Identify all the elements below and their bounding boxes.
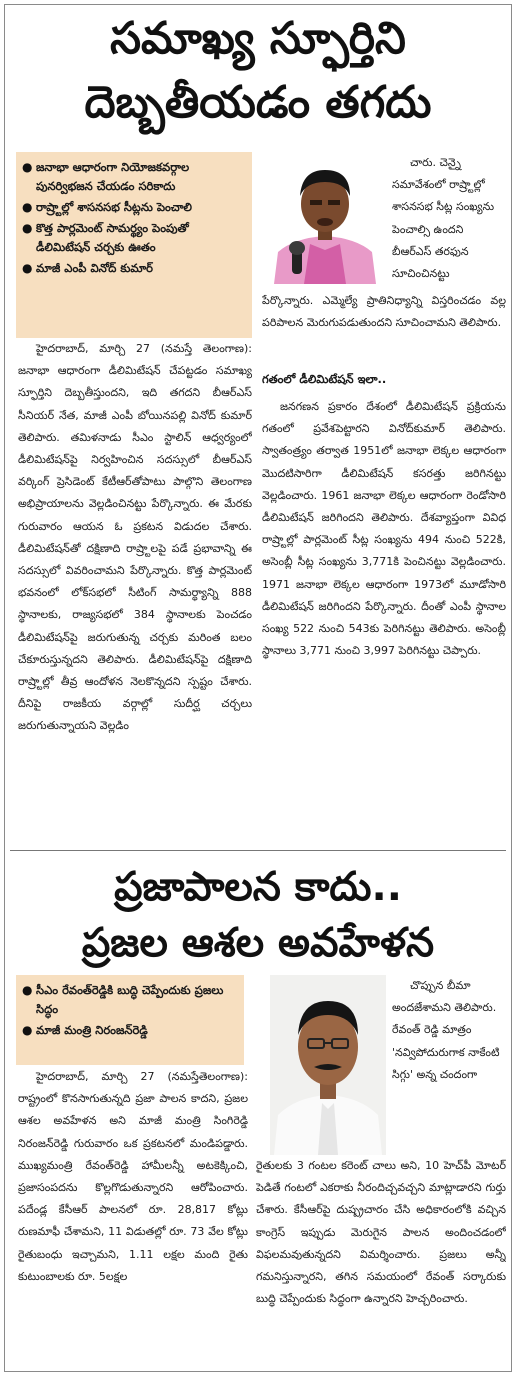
bullet-icon: ● xyxy=(22,200,33,214)
article1-body-right-mid: పేర్కొన్నారు. ఎమ్మెల్యే ప్రాతినిధ్యాన్ని విస్తరించడం వల్ల పరిపాలన మెరుగుపడుతుందని సూచించామని తెలిపారు. xyxy=(262,294,506,330)
highlight-item: ● జనాభా ఆధారంగా నియోజకవర్గాల పునర్విభజన చేయడం సరికాదు xyxy=(22,160,190,193)
highlight-item: ● సీఎం రేవంత్‌రెడ్డికి బుద్ధి చెప్పేందుకు ప్రజలు సిద్ధం xyxy=(22,983,224,1016)
article1-headline-line2: దెబ్బతీయడం తగదు xyxy=(84,77,432,128)
bullet-icon: ● xyxy=(22,1023,33,1037)
article2-headline-line1: ప్రజాపాలన కాదు.. xyxy=(114,864,402,910)
article1-headline-line1: సమాఖ్య స్ఫూర్తిని xyxy=(110,13,406,64)
vinod-kumar-photo xyxy=(264,152,386,284)
article1-body-right-bottom: జనగణన ప్రకారం దేశంలో డీలిమిటేషన్ ప్రక్రియను గతంలో ప్రవేశపెట్టారని వినోద్‌కుమార్ తెలిపారు. స్వాతంత్ర్యం తర్వాత 1951లో జనాభా లెక్కల ఆధారంగా మొదటిసారిగా డీలిమిటేషన్ కసరత్తు జరిగినట్టు వెల్లడించారు. 1961 జనాభా లెక్కల ఆధారంగా రెండోసారి డీలిమిటేషన్ జరిగిందని తెలిపారు. దేశవ్యాప్తంగా వివిధ రాష్ర్టాల్లో పార్లమెంట్ సీట్ల సంఖ్యను 494 నుంచి 522కి, అసెంబ్లీ సీట్ల సంఖ్యను 3,771కి పెంచినట్టు వెల్లడించారు. 1971 జనాభా లెక్కల ఆధారంగా 1973లో మూడోసారి డీలిమిటేషన్ జరిగిందని పేర్కొన్నారు. దీంతో ఎంపీ స్థానాల సంఖ్య 522 నుంచి 543కు పెరిగినట్టు తెలిపారు. అసెంబ్లీ స్థానాలు 3,771 నుంచి 3,997 పెరిగినట్టు చెప్పారు. xyxy=(262,400,506,658)
article1-body-left: హైదరాబాద్, మార్చి 27 (నమస్తే తెలంగాణ): జనాభా ఆధారంగా డీలిమిటేషన్ చేపట్టడం సమాఖ్య స్ఫూర్తిని దెబ్బతీస్తుందని, ఇది తగదని బీఆర్ఎస్ సీనియర్ నేత, మాజీ ఎంపీ బోయినపల్లి వినోద్ కుమార్ తెలిపారు. తమిళనాడు సీఎం స్టాలిన్ ఆధ్వర్యంలో డీలిమిటేషన్‌పై నిర్వహించిన సదస్సులో బీఆర్ఎస్ వర్కింగ్ ప్రెసిడెంట్ కేటీఆర్‌తోపాటు పాల్గొని తెలంగాణ అభిప్రాయాలను వెల్లడించినట్టు పేర్కొన్నారు. ఈ మేరకు గురువారం ఆయన ఓ ప్రకటన విడుదల చేశారు. డీలిమిటేషన్‌తో దక్షిణాది రాష్ర్టాలపై పడే ప్రభావాన్ని ఈ సదస్సులో వివరించామని పేర్కొన్నారు. కొత్త పార్లమెంట్ భవనంలో లోక్‌సభలో సీటింగ్ సామర్థ్యాన్ని 888 స్థానాలకు, రాజ్యసభలో 384 స్థానాలకు పెంచడం డీలిమిటేషన్‌పై జరుగుతున్న చర్చకు మరింత బలం చేకూరుస్తున్నదని తెలిపారు. డీలిమిటేషన్‌పై దక్షిణాది రాష్ర్టాల్లో తీవ్ర ఆందోళన నెలకొన్నదని స్పష్టం చేశారు. దీనిపై రాజకీయ వర్గాల్లో సుదీర్ఘ చర్చలు జరుగుతున్నాయని వెల్లడిం xyxy=(18,342,252,733)
niranjan-reddy-photo xyxy=(270,975,386,1155)
highlight-item: ● మాజీ ఎంపీ వినోద్ కుమార్ xyxy=(22,259,246,278)
article2-highlights-box xyxy=(16,975,244,1065)
highlight-item: ● కొత్త పార్లమెంట్ సామర్థ్యం పెంపుతో డీలిమిటేషన్ చర్చకు ఊతం xyxy=(22,221,189,254)
bullet-icon: ● xyxy=(22,221,33,235)
article1-subheading: గతంలో డీలిమిటేషన్ ఇలా.. xyxy=(262,372,387,386)
article1-highlights-box xyxy=(16,152,252,338)
highlight-item: ● రాష్ర్టాల్లో శాసనసభ సీట్లను పెంచాలి xyxy=(22,198,246,217)
article2-body-right-bottom: రైతులకు 3 గంటల కరెంట్ చాలు అని, 10 హెచ్‌పీ మోటర్ పెడితే గంటలో ఎకరాకు నీరందిచ్చవచ్చని మాట్లాడారని గుర్తు చేశారు. కేసీఆర్‌పై దుష్ప్రచారం చేసి అధికారంలోకి వచ్చిన కాంగ్రెస్ ఇప్పుడు మెరుగైన పాలన అందించడంలో విఫలమవుతున్నదని విమర్శించారు. ప్రజలు అన్నీ గమనిస్తున్నారని, తగిన సమయంలో రేవంత్ సర్కారుకు బుద్ధి చెప్పేందుకు సిద్ధంగా ఉన్నారని హెచ్చరించారు. xyxy=(256,1159,506,1306)
article2-body-left: హైదరాబాద్, మార్చి 27 (నమస్తేతెలంగాణ): రాష్ట్రంలో కొనసాగుతున్నది ప్రజా పాలన కాదని, ప్రజల ఆశల అవహేళన అని మాజీ మంత్రి సింగిరెడ్డి నిరంజన్‌రెడ్డి గురువారం ఒక ప్రకటనలో మండిపడ్డారు. ముఖ్యమంత్రి రేవంత్‌రెడ్డి హామీలన్నీ అటకెక్కించి, ప్రజాసంపదను కొల్లగొడుతున్నారని ఆరోపించారు. పదేండ్ల కేసీఆర్ పాలనలో రూ. 28,817 కోట్లు రుణమాఫీ చేశామని, 11 విడుతల్లో రూ. 73 వేల కోట్లు రైతుబంధు ఇచ్చామని, 1.11 లక్షల మంది రైతు కుటుంబాలకు రూ. 5లక్షల xyxy=(18,1070,248,1283)
article2-headline-line2: ప్రజల ఆశల అవహేళన xyxy=(81,920,435,966)
bullet-icon: ● xyxy=(22,261,33,275)
bullet-icon: ● xyxy=(22,983,33,997)
bullet-icon: ● xyxy=(22,160,33,174)
article2-body-right-top: చొప్పున బీమా అందజేశామని తెలిపారు. రేవంత్ రెడ్డి మాత్రం 'నవ్విపోదురుగాక నాకేంటి సిగ్గు' అన్న చందంగా xyxy=(392,979,500,1081)
highlight-item: ● మాజీ మంత్రి నిరంజన్‌రెడ్డి xyxy=(22,1021,238,1040)
article-divider xyxy=(10,850,506,851)
article1-body-right-top: చారు. చెన్నై సమావేశంలో రాష్ర్టాల్లో శాసనసభ సీట్ల సంఖ్యను పెంచాల్సి ఉందని బీఆర్ఎస్ తరఫున సూచించినట్టు xyxy=(392,156,495,281)
